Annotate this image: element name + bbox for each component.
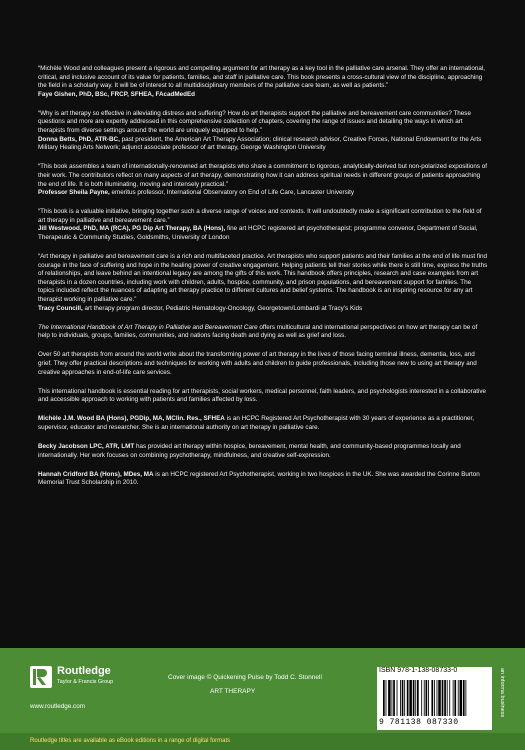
editor-bio <box>38 415 489 432</box>
quote-text: “Michèle Wood and colleagues present a rigorous and compelling argument for art therapy as a key tool in the palliative care arsenal. They offer an international, critical, and inclusive account of its value for patients, families, and staff in palliative care. This book presents a cross-cultural view of the discipline, approaching the field in a scholarly way. It will be of interest to all multidisciplinary members of the palliative care team, as well as patients.” <box>38 65 485 90</box>
quote-affiliation: fine art HCPC registered art psychotherapist; programme convenor, Department of Social, Therapeutic & Community Studies, Goldsmiths, University of London <box>38 225 478 241</box>
quote-text: “Why is art therapy so effective in alleviating distress and suffering? How do art therapists support the palliative and bereavement care communities? These questions and more are expertly addressed in this comprehensive collection of chapters, covering the range of issues and detailing the ways in which art therapists from diverse settings around the world are uniquely equipped to help.” <box>38 109 471 135</box>
quote-text: “This book assembles a team of internationally-renowned art therapists who share a commitment to rigorous, analytically-derived but non-polarized expositions of their work. The contributors reflect on many aspects of art therapy, demonstrating how it can address spiritual needs in different groups of patients approaching the end of life. It is both illuminating, moving and intensely practical.” <box>38 163 488 188</box>
editor-bio-text: has provided art therapy within hospice, bereavement, mental health, and community-based programmes locally and internationally. Her work focuses on combining psychotherapy, mindfulness, and creative self-expression. <box>38 443 461 459</box>
informa-vertical-label <box>497 668 507 728</box>
quote-author: Tracy Councill, <box>38 304 83 312</box>
editor-bio-text: is an HCPC Registered Art Psychotherapist with 30 years of experience as a practitioner, supervisor, educator and researcher. She is an international authority on art therapy in palliative care. <box>38 415 475 431</box>
publisher-name: Routledge <box>57 665 111 677</box>
editor-name: Hannah Cridford BA (Hons), MDes, MA <box>38 470 154 478</box>
description-text: offers multicultural and international perspectives on how art therapy can be of help to individuals, groups, families, communities, and nations facing death and dying as well as grief and loss. <box>38 323 478 340</box>
cover-image-credit: Cover image © Quickening Pulse by Todd C. Stonnell <box>168 674 322 681</box>
editor-bio <box>38 471 489 488</box>
editor-name: Michèle J.M. Wood BA (Hons), PGDip, MA, MClin. Res., SFHEA <box>38 415 225 423</box>
ebook-availability-note: Routledge titles are available as eBook editions in a range of digital formats <box>30 738 231 744</box>
quote-block <box>38 208 489 242</box>
barcode-icon <box>379 680 490 718</box>
informa-text: an informa business <box>499 668 505 718</box>
description-paragraph <box>38 324 489 341</box>
quote-author: Jill Westwood, PhD, MA (RCA), PG Dip Art Therapy, BA (Hons), <box>38 225 226 233</box>
description-paragraph: Over 50 art therapists from around the world write about the transforming power of art therapy in the lives of those facing terminal illness, dementia, loss, and grief. They offer practical descriptions and techniques for working with adults and children to guide professionals, including those new to using art therapy and creative approaches in end-of-life care services. <box>38 351 477 376</box>
description-paragraph: This international handbook is essential reading for art therapists, social workers, medical personnel, faith leaders, and psychologists interested in a collaborative and accessible approach to working with patients and families affected by loss. <box>38 387 487 404</box>
editor-bio-text: is an HCPC registered Art Psychotherapist, working in two hospices in the UK. She was awarded the Corinne Burton Memorial Trust Scholarship in 2010. <box>38 470 480 487</box>
quote-author: Professor Sheila Payne, <box>38 189 110 197</box>
quote-affiliation: emeritus professor, International Observatory on End of Life Care, Lancaster University <box>109 189 355 197</box>
publisher-website: www.routledge.com <box>30 703 85 710</box>
barcode-number: 9 781138 087330 <box>379 718 459 727</box>
quote-affiliation: art therapy program director, Pediatric Hematology-Oncology, Georgetown/Lombardi at Tracy’s Kids <box>82 304 363 312</box>
editor-bio <box>38 443 489 460</box>
quote-author: Faye Gishen, PhD, BSc, FRCP, SFHEA, FAcadMedEd <box>38 90 195 98</box>
quote-block <box>38 163 489 197</box>
isbn-label: ISBN 978-1-138-08733-0 <box>379 667 458 674</box>
quote-block <box>38 253 489 313</box>
quote-text: “This book is a valuable initiative, bringing together such a diverse range of voices and contexts. It will undoubtedly make a significant contribution to the field of art therapy in palliative and bereavement care.” <box>38 208 482 224</box>
subject-category: ART THERAPY <box>210 688 256 695</box>
book-title: The International Handbook of Art Therapy in Palliative and Bereavement Care <box>38 323 258 331</box>
quote-block <box>38 110 489 153</box>
quote-block <box>38 65 489 99</box>
back-cover-text <box>38 65 489 498</box>
quote-text: “Art therapy in palliative and bereavement care is a rich and multifaceted practice. Art therapists who support patients and their families at the end of life must find courage in the face of suffering and hope in the healing power of creative engagement. Helping patients tell their stories while there is still time, express the truths of relationships, and leave behind an intentional legacy are among the gifts of this work. This handbook offers principles, research and case examples from art therapists in a dozen countries, including work with children, adults, hospice, community, and prison populations, and bereavement support for families. The topics included reflect the nuances of adapting art therapy practice to different cultures and belief systems. The handbook is an inspiring resource for any art therapist working in palliative care.” <box>38 253 488 304</box>
quote-affiliation: past president, the American Art Therapy Association; clinical research advisor, Creative Forces, National Endowment for the Arts Military Healing Arts Network; adjunct associate professor of art therapy, George Washington University <box>38 135 482 152</box>
routledge-logo-icon <box>30 666 52 688</box>
publisher-subtitle: Taylor & Francis Group <box>57 679 114 685</box>
editor-name: Becky Jacobson LPC, ATR, LMT <box>38 443 135 451</box>
quote-author: Donna Betts, PhD, ATR-BC, <box>38 135 120 143</box>
